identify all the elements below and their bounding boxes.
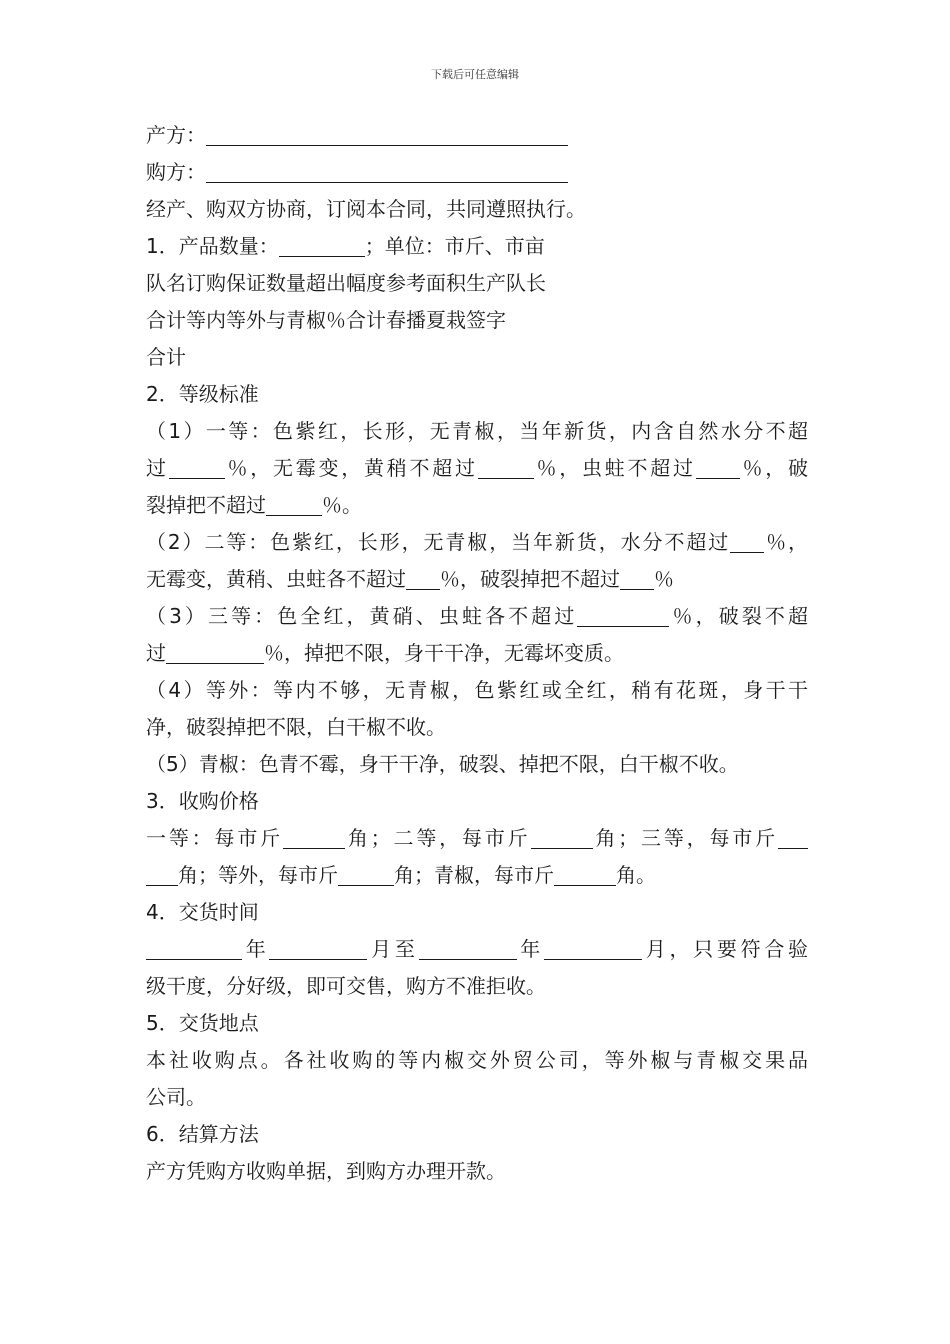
- buyer-line: [146, 154, 808, 191]
- text: 无霉变，黄稍、虫蛀各不超过: [146, 567, 406, 591]
- text: ％，虫蛀不超过: [533, 456, 696, 480]
- text: 角。: [616, 863, 656, 887]
- text: 1．产品数量：: [146, 234, 279, 258]
- grade-2-line-1: [146, 524, 808, 561]
- text: ％，破裂不超: [669, 604, 808, 628]
- delivery-place-line-2: 公司。: [146, 1085, 206, 1109]
- delivery-time-line-2: 级干度，分好级，即可交售，购方不准拒收。: [146, 974, 546, 998]
- blank: [146, 937, 242, 960]
- blank: [419, 937, 517, 960]
- text: 角；青椒，每市斤: [394, 863, 554, 887]
- text: 月，只要符合验: [642, 937, 809, 961]
- page-header-note: 下载后可任意编辑: [431, 68, 519, 81]
- section-1-line: [146, 228, 808, 265]
- grade-5-line: （5）青椒：色青不霉，身干干净，破裂、掉把不限，白干椒不收。: [146, 752, 739, 776]
- table-header-line: 队名订购保证数量超出幅度参考面积生产队长: [146, 271, 546, 295]
- blank: [620, 567, 654, 590]
- blank: [478, 456, 534, 479]
- blank: [269, 937, 367, 960]
- text: ％，: [764, 530, 808, 554]
- blank: [406, 567, 440, 590]
- seller-line: [146, 117, 808, 154]
- text: ％，破裂掉把不超过: [440, 567, 620, 591]
- grade-3-line-1: [146, 598, 808, 635]
- table-total-line: 合计: [146, 345, 186, 369]
- buyer-blank: [206, 160, 568, 183]
- text: 过: [146, 456, 169, 480]
- blank: [554, 863, 616, 886]
- text: 角；等外，每市斤: [178, 863, 338, 887]
- blank: [696, 456, 740, 479]
- price-line-1: [146, 820, 808, 857]
- text: （3）三等：色全红，黄硝、虫蛀各不超过: [146, 604, 578, 628]
- text: （2）二等：色紫红，长形，无青椒，当年新货，水分不超过: [146, 530, 731, 554]
- text: ％，无霉变，黄稍不超过: [224, 456, 478, 480]
- text: ；单位：市斤、市亩: [364, 234, 545, 258]
- seller-blank: [206, 123, 568, 146]
- blank: [577, 604, 669, 627]
- quantity-blank: [279, 234, 365, 257]
- text: ％: [654, 567, 674, 591]
- section-4-heading: 4．交货时间: [146, 900, 259, 924]
- grade-2-line-2: [146, 561, 808, 598]
- text: ％，破: [739, 456, 808, 480]
- blank: [778, 826, 808, 849]
- grade-4-line-2: 净，破裂掉把不限，白干椒不收。: [146, 715, 446, 739]
- grade-3-line-2: [146, 635, 808, 672]
- price-line-2: [146, 857, 808, 894]
- text: 过: [146, 641, 166, 665]
- text: ％，掉把不限，身干干净，无霉坏变质。: [264, 641, 624, 665]
- text: 年: [516, 937, 545, 961]
- blank: [544, 937, 642, 960]
- section-2-heading: 2．等级标准: [146, 382, 259, 406]
- blank: [166, 641, 264, 664]
- blank: [531, 826, 593, 849]
- delivery-time-line-1: [146, 931, 808, 968]
- text: 角；二等，每市斤: [345, 826, 531, 850]
- text: 角；三等，每市斤: [592, 826, 778, 850]
- grade-1-line-1: （1）一等：色紫红，长形，无青椒，当年新货，内含自然水分不超: [146, 419, 808, 443]
- text: 裂掉把不超过: [146, 493, 266, 517]
- grade-1-line-3: [146, 487, 808, 524]
- settlement-line: 产方凭购方收购单据，到购方办理开款。: [146, 1159, 506, 1183]
- text: ％。: [322, 493, 362, 517]
- blank: [338, 863, 394, 886]
- delivery-place-line-1: 本社收购点。各社收购的等内椒交外贸公司，等外椒与青椒交果品: [146, 1048, 808, 1072]
- blank: [146, 863, 178, 886]
- seller-label: 产方：: [146, 123, 206, 147]
- blank: [266, 493, 322, 516]
- text: 年: [242, 937, 270, 961]
- blank: [283, 826, 345, 849]
- buyer-label: 购方：: [146, 160, 206, 184]
- blank: [169, 456, 225, 479]
- contract-body: [146, 117, 808, 1190]
- section-3-heading: 3．收购价格: [146, 789, 259, 813]
- grade-4-line-1: （4）等外：等内不够，无青椒，色紫红或全红，稍有花斑，身干干: [146, 678, 808, 702]
- intro-line: 经产、购双方协商，订阅本合同，共同遵照执行。: [146, 197, 586, 221]
- table-header-line-2: 合计等内等外与青椒％合计春播夏栽签字: [146, 308, 506, 332]
- section-5-heading: 5．交货地点: [146, 1011, 259, 1035]
- section-6-heading: 6．结算方法: [146, 1122, 259, 1146]
- text: 月至: [367, 937, 419, 961]
- blank: [730, 530, 764, 553]
- text: 一等：每市斤: [146, 826, 283, 850]
- grade-1-line-2: [146, 450, 808, 487]
